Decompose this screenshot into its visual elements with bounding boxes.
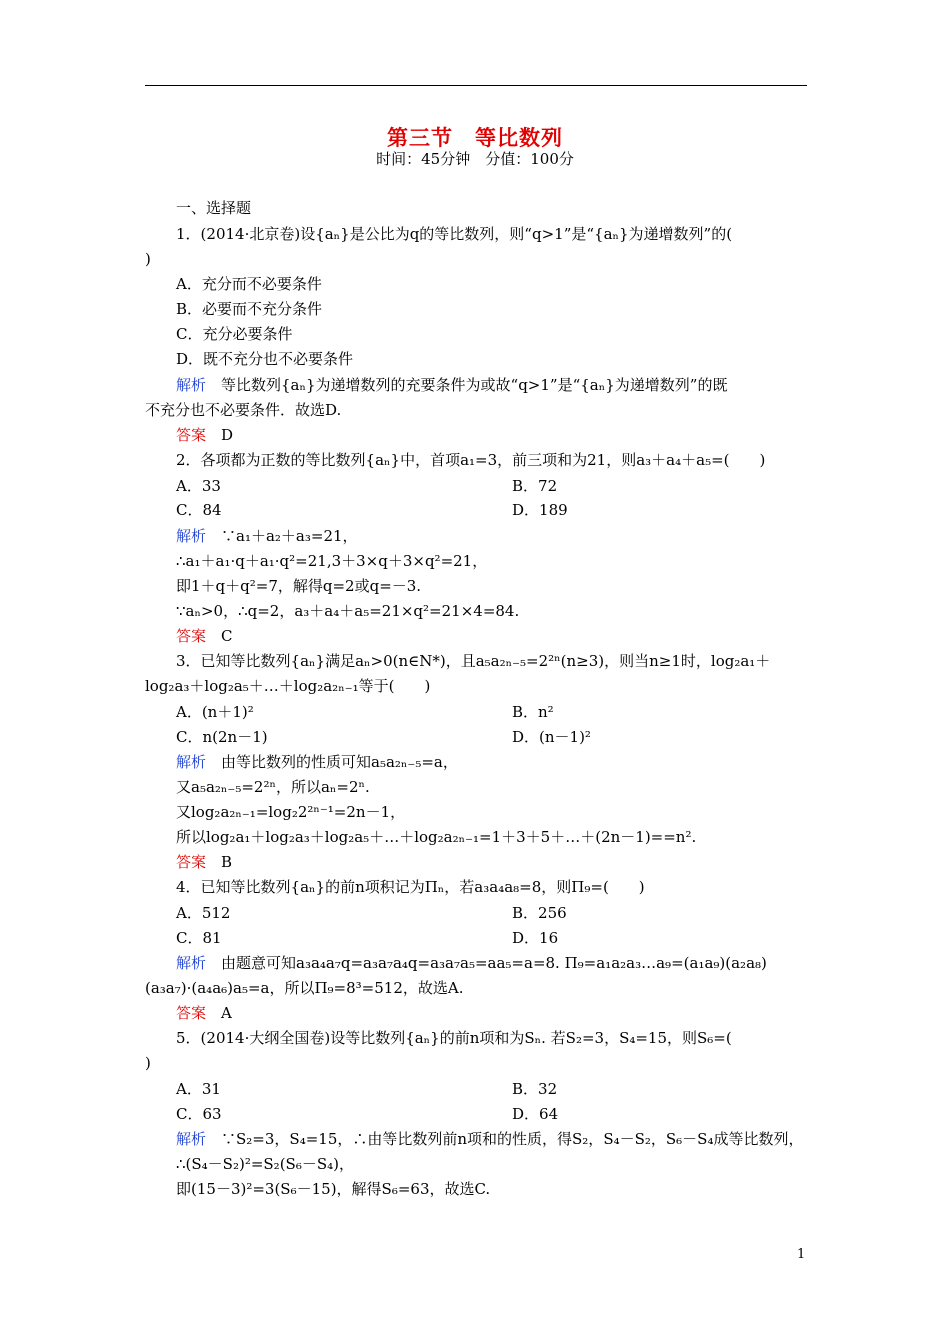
q4-answer: 答案 A bbox=[176, 1004, 232, 1022]
q2-option-c: C．84 bbox=[176, 501, 222, 519]
q4-option-b: B．256 bbox=[512, 904, 567, 922]
q3-option-b: B．n² bbox=[512, 703, 554, 721]
analysis-label: 解析 bbox=[176, 527, 207, 545]
q1-option-a: A．充分而不必要条件 bbox=[176, 275, 322, 293]
analysis-label: 解析 bbox=[176, 753, 207, 771]
q3-option-a: A．(n＋1)² bbox=[176, 703, 254, 721]
q3-analysis-line4: 所以log₂a₁＋log₂a₃＋log₂a₅＋…＋log₂a₂ₙ₋₁=1＋3＋5＋…＋(2n－1)==n². bbox=[176, 828, 697, 846]
q1-option-b: B．必要而不充分条件 bbox=[176, 300, 323, 318]
q3-analysis-line1: 解析 由等比数列的性质可知a₅a₂ₙ₋₅=a， bbox=[176, 753, 458, 771]
q2-analysis-line3: 即1＋q＋q²=7，解得q=2或q=－3. bbox=[176, 577, 422, 595]
q3-stem-line2: log₂a₃＋log₂a₅＋…＋log₂a₂ₙ₋₁等于( ) bbox=[145, 677, 431, 695]
q5-analysis-line1: 解析 ∵S₂=3，S₄=15，∴由等比数列前n项和的性质，得S₂，S₄－S₂，S₆－S₄成等比数列， bbox=[176, 1130, 804, 1148]
q2-option-b: B．72 bbox=[512, 477, 558, 495]
q3-stem-line1: 3．已知等比数列{aₙ}满足aₙ>0(n∈N*)，且a₅a₂ₙ₋₅=2²ⁿ(n≥3)，则当n≥1时，log₂a₁＋ bbox=[176, 652, 771, 670]
q5-stem-line2: ) bbox=[145, 1054, 151, 1072]
q3-option-d: D．(n－1)² bbox=[512, 728, 591, 746]
q3-option-c: C．n(2n－1) bbox=[176, 728, 268, 746]
answer-label: 答案 bbox=[176, 1004, 207, 1022]
q5-analysis-line2: ∴(S₄－S₂)²=S₂(S₆－S₄)， bbox=[176, 1155, 354, 1173]
q3-analysis-line3: 又log₂a₂ₙ₋₁=log₂2²ⁿ⁻¹=2n－1， bbox=[176, 803, 406, 821]
q4-option-a: A．512 bbox=[176, 904, 231, 922]
q2-option-a: A．33 bbox=[176, 477, 221, 495]
q1-answer: 答案 D bbox=[176, 426, 234, 444]
analysis-label: 解析 bbox=[176, 954, 207, 972]
q1-option-c: C．充分必要条件 bbox=[176, 325, 293, 343]
page-title: 第三节 等比数列 bbox=[387, 125, 563, 150]
q4-option-c: C．81 bbox=[176, 929, 222, 947]
section-heading: 一、选择题 bbox=[176, 199, 252, 217]
q1-stem-line2: ) bbox=[145, 250, 151, 268]
q1-analysis-line1: 解析 等比数列{aₙ}为递增数列的充要条件为或故“q>1”是“{aₙ}为递增数列”的既 bbox=[176, 376, 728, 394]
analysis-label: 解析 bbox=[176, 1130, 207, 1148]
q5-option-c: C．63 bbox=[176, 1105, 222, 1123]
q2-analysis-line4: ∵aₙ>0，∴q=2，a₃＋a₄＋a₅=21×q²=21×4=84. bbox=[176, 602, 520, 620]
q4-analysis-line2: (a₃a₇)·(a₄a₆)a₅=a，所以Π₉=8³=512，故选A. bbox=[145, 979, 464, 997]
q2-analysis-line2: ∴a₁＋a₁·q＋a₁·q²=21,3＋3×q＋3×q²=21， bbox=[176, 552, 488, 570]
q2-option-d: D．189 bbox=[512, 501, 568, 519]
q5-option-d: D．64 bbox=[512, 1105, 559, 1123]
q1-analysis-line2: 不充分也不必要条件．故选D. bbox=[145, 401, 342, 419]
page-subtitle: 时间：45分钟 分值：100分 bbox=[376, 150, 574, 168]
q1-stem-line1: 1．(2014·北京卷)设{aₙ}是公比为q的等比数列，则“q>1”是“{aₙ}为递增数列”的( bbox=[176, 225, 733, 243]
page-number: 1 bbox=[797, 1247, 806, 1262]
q2-answer: 答案 C bbox=[176, 627, 233, 645]
q5-option-b: B．32 bbox=[512, 1080, 558, 1098]
q2-stem: 2．各项都为正数的等比数列{aₙ}中，首项a₁=3，前三项和为21，则a₃＋a₄＋a₅=( ) bbox=[176, 451, 766, 469]
q5-analysis-line3: 即(15－3)²=3(S₆－15)，解得S₆=63，故选C. bbox=[176, 1180, 491, 1198]
q3-answer: 答案 B bbox=[176, 853, 233, 871]
answer-label: 答案 bbox=[176, 853, 207, 871]
q5-stem-line1: 5．(2014·大纲全国卷)设等比数列{aₙ}的前n项和为Sₙ. 若S₂=3，S₄=15，则S₆=( bbox=[176, 1029, 732, 1047]
q1-option-d: D．既不充分也不必要条件 bbox=[176, 350, 354, 368]
q4-option-d: D．16 bbox=[512, 929, 559, 947]
answer-label: 答案 bbox=[176, 627, 207, 645]
answer-label: 答案 bbox=[176, 426, 207, 444]
analysis-label: 解析 bbox=[176, 376, 207, 394]
q2-analysis-line1: 解析 ∵a₁＋a₂＋a₃=21， bbox=[176, 527, 358, 545]
header-rule bbox=[145, 85, 807, 86]
q5-option-a: A．31 bbox=[176, 1080, 221, 1098]
q4-analysis-line1: 解析 由题意可知a₃a₄a₇q=a₃a₇a₄q=a₃a₇a₅=aa₅=a=8. Π₉=a₁a₂a₃…a₉=(a₁a₉)(a₂a₈) bbox=[176, 954, 767, 972]
q3-analysis-line2: 又a₅a₂ₙ₋₅=2²ⁿ，所以aₙ=2ⁿ. bbox=[176, 778, 370, 796]
q4-stem: 4．已知等比数列{aₙ}的前n项积记为Πₙ，若a₃a₄a₈=8，则Π₉=( ) bbox=[176, 878, 645, 896]
